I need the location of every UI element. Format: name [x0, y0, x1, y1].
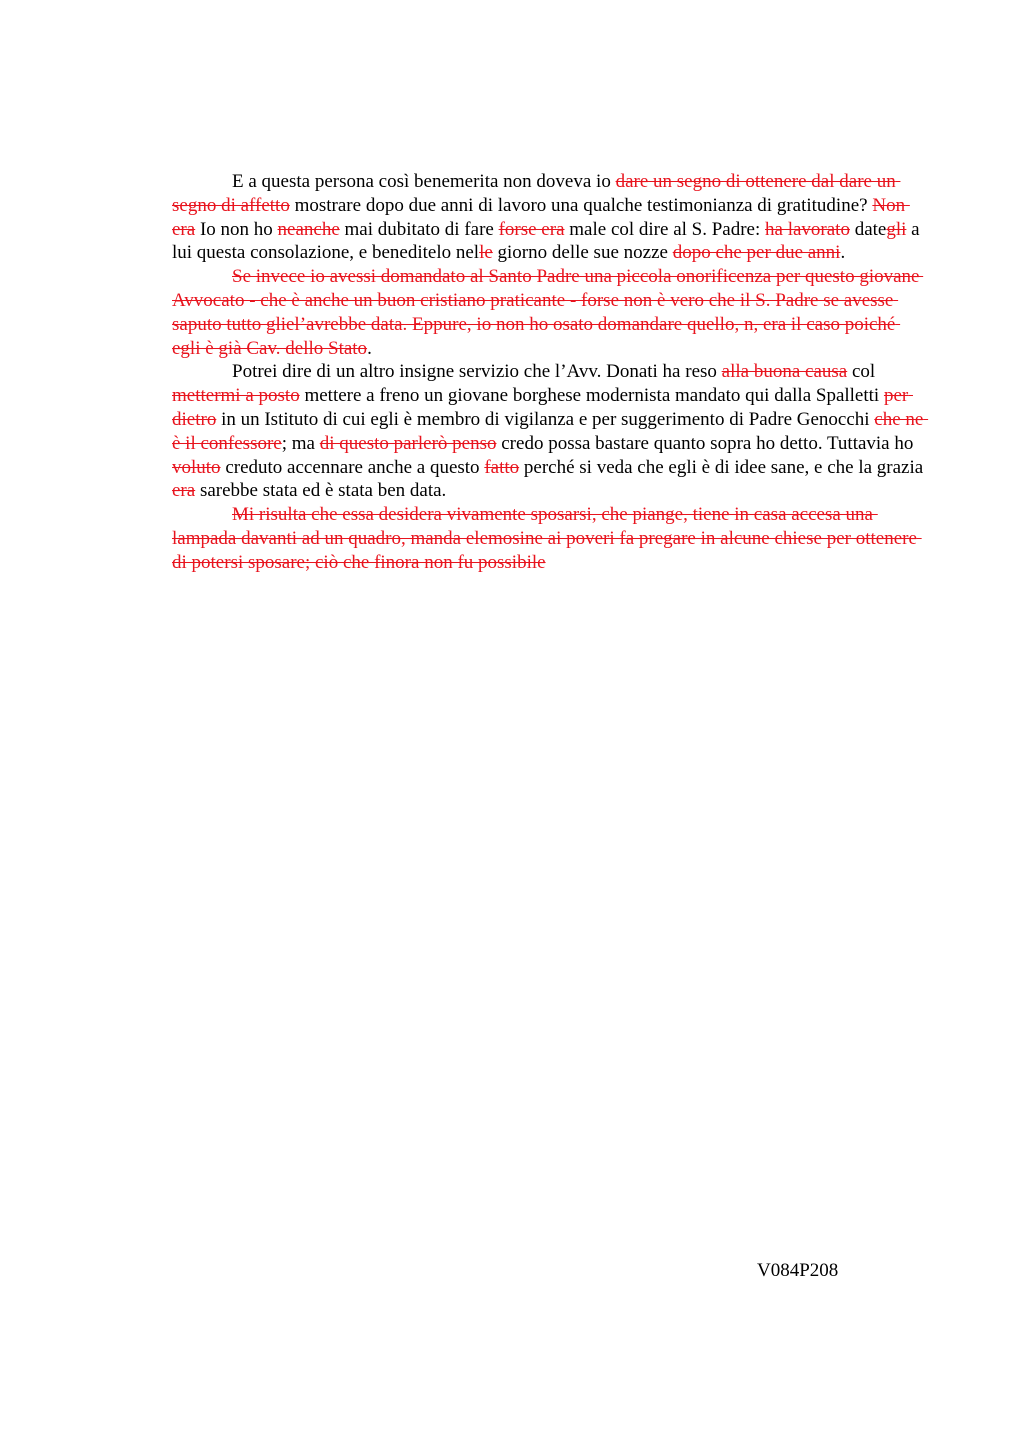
deleted-text: fatto — [484, 456, 520, 478]
deleted-text: per dietro — [172, 385, 913, 430]
deleted-text: Non era — [172, 194, 910, 240]
deleted-text: era — [172, 480, 196, 502]
deleted-text: che ne è il confessore — [172, 408, 929, 454]
deleted-text: le — [479, 242, 493, 264]
text-segment: credo possa bastare quanto sopra ho detto. Tuttavia ho — [496, 432, 919, 454]
text-segment: mettere a freno un giovane borghese modernista mandato qui dalla Spalletti — [299, 385, 884, 407]
deleted-text: voluto — [172, 456, 221, 478]
deleted-text: forse era — [498, 218, 565, 240]
deleted-text: dopo che per due anni — [672, 242, 841, 264]
deleted-text: neanche — [277, 218, 340, 240]
text-segment: date — [849, 218, 887, 240]
paragraph-1 — [172, 170, 924, 265]
deleted-text: dare un segno di ottenere dal dare un segno di affetto — [172, 171, 901, 216]
deleted-text: ha lavorato — [765, 218, 850, 240]
letter-body — [172, 170, 929, 575]
text-segment: Potrei dire di un altro insigne servizio che l’Avv. Donati ha reso — [232, 361, 722, 383]
text-segment: E a questa persona così benemerita non doveva io — [232, 171, 616, 192]
text-segment: male col dire al S. Padre: — [564, 218, 766, 240]
deleted-text: di questo parlerò penso — [319, 432, 497, 454]
text-segment: Io non ho — [195, 218, 278, 240]
text-segment: ; ma — [281, 432, 320, 454]
text-segment: . — [367, 337, 372, 359]
paragraph-4 — [172, 503, 924, 574]
deleted-text: Se invece io avessi domandato al Santo Padre una piccola onorificenza per questo giovane Avvocato - che è anche un buon cristiano praticante - forse non è vero che il S. Padre se avesse saputo tutto gliel’avrebbe data. Eppure, io non ho osato domandare quello, n, era il caso poiché egli è già Cav. dello Stato — [172, 266, 924, 359]
paragraph-3 — [172, 360, 929, 503]
page-reference-code: V084P208 — [757, 1260, 839, 1281]
paragraph-2 — [172, 265, 924, 360]
deleted-text: Mi risulta che essa desidera vivamente sposarsi, che piange, tiene in casa accesa una lampada davanti ad un quadro, manda elemosine ai poveri fa pregare in alcune chiese per ottenere di potersi sposare; ciò che finora non fu possibile — [172, 504, 922, 573]
text-segment: col — [847, 361, 880, 383]
deleted-text: alla buona causa — [721, 361, 848, 383]
text-segment: in un Istituto di cui egli è membro di vigilanza e per suggerimento di Padre Genocchi — [216, 408, 875, 430]
text-segment: creduto accennare anche a questo — [220, 456, 485, 478]
text-segment: sarebbe stata ed è stata ben data. — [195, 480, 447, 502]
text-segment: mai dubitato di fare — [339, 218, 499, 240]
text-segment: mostrare dopo due anni di lavoro una qualche testimonianza di gratitudine? — [289, 194, 873, 216]
text-segment: giorno delle sue nozze — [492, 242, 673, 264]
text-segment: perché si veda che egli è di idee sane, e che la grazia — [519, 456, 928, 478]
deleted-text: gli — [886, 218, 907, 240]
text-segment: a lui questa consolazione, e beneditelo nel — [172, 218, 925, 264]
deleted-text: mettermi a posto — [172, 385, 300, 407]
text-segment: . — [840, 242, 846, 264]
